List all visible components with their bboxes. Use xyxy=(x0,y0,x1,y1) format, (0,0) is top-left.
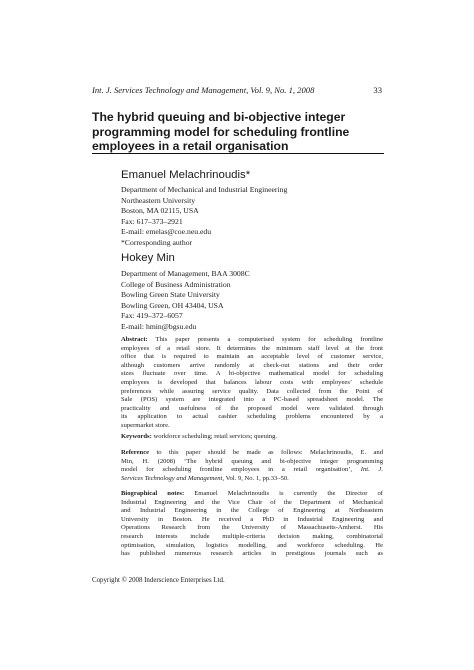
abstract-line: employees of a retail store. It determines the minimum staff level at the front xyxy=(121,344,383,352)
bio-line: Operations Research from the University of Massachusetts-Amherst. His xyxy=(121,524,383,532)
reference-line: Reference to this paper should be made as follows: Melachrinoudis, E. and xyxy=(121,449,383,456)
page-number: 33 xyxy=(373,85,382,95)
affiliation-line: Boston, MA 02115, USA xyxy=(121,206,199,216)
bio-line: has published numerous research articles in prestigious journals such as xyxy=(121,550,383,558)
email-line: E-mail: hmin@bgsu.edu xyxy=(121,321,197,331)
affiliation-line: College of Business Administration xyxy=(121,279,231,289)
paper-title xyxy=(92,110,384,154)
bio-line: optimisation, simulation, logistics modelling, and workforce scheduling. He xyxy=(121,541,383,549)
abstract-line: practicality and usefulness of the proposed model were validated through xyxy=(121,404,383,412)
abstract-line: supermarket store. xyxy=(121,421,170,429)
bio-line: research interests include multiple-criteria decision making, combinatorial xyxy=(121,532,383,540)
abstract-label: Abstract: xyxy=(121,336,148,343)
reference-line: model for scheduling frontline employees in a retail organisation’, Int. J. xyxy=(121,466,383,474)
abstract-line: sizes fluctuate over time. A bi-objective mathematical model for scheduling xyxy=(121,370,383,378)
affiliation-line: Bowling Green, OH 43404, USA xyxy=(121,300,224,310)
author-name: Emanuel Melachrinoudis* xyxy=(121,169,251,181)
keywords-line: Keywords: workforce scheduling; retail services; queuing. xyxy=(121,433,278,440)
corresponding-author-note: *Corresponding author xyxy=(121,237,193,247)
bio-line: Industrial Engineering and the Vice Chair of the Department of Mechanical xyxy=(121,498,383,506)
affiliation-line: Department of Mechanical and Industrial Engineering xyxy=(121,185,288,194)
reference-line: Services Technology and Management, Vol. 9, No. 1, pp.33–50. xyxy=(121,474,289,482)
title-line: programming model for scheduling frontline xyxy=(92,124,350,139)
bio-line: University in Boston. He received a PhD in Industrial Engineering and xyxy=(121,515,383,523)
affiliation-line: Department of Management, BAA 3008C xyxy=(121,269,250,278)
abstract-line: Abstract: This paper presents a computerised system for scheduling frontline xyxy=(121,336,384,343)
abstract-line: its application to actual cashier scheduling problems encountered by a xyxy=(121,413,383,421)
abstract xyxy=(121,336,383,431)
running-head: Int. J. Services Technology and Management, Vol. 9, No. 1, 2008 xyxy=(92,85,315,95)
bio-label: Biographical notes: xyxy=(121,490,185,497)
abstract-line: although customers arrive randomly at check-out stations and their order xyxy=(121,361,383,369)
abstract-line: employees is developed that balances labour costs with employees’ schedule xyxy=(121,378,383,386)
keywords-label: Keywords: xyxy=(121,433,152,440)
author-affiliation xyxy=(121,185,381,249)
title-divider xyxy=(92,153,384,154)
keywords xyxy=(121,433,383,442)
affiliation-line: Fax: 419–372–6057 xyxy=(121,311,183,321)
affiliation-line: Northeastern University xyxy=(121,195,196,205)
email-line: E-mail: emelas@coe.neu.edu xyxy=(121,227,212,237)
author-affiliation xyxy=(121,269,381,333)
bio-line: and Industrial Engineering in the College of Engineering at Northeastern xyxy=(121,507,383,515)
abstract-line: office that is required to maintain an acceptable level of customer service, xyxy=(121,353,383,361)
biographical-notes xyxy=(121,490,383,559)
reference-label: Reference xyxy=(121,449,150,456)
abstract-line: Sale (POS) system are integrated into a PC-based spreadsheet model. The xyxy=(121,396,383,404)
title-line: The hybrid queuing and bi-objective integer xyxy=(92,110,346,124)
reference-line: Min, H. (2008) ‘The hybrid queuing and bi-objective integer programming xyxy=(121,457,383,465)
abstract-line: preferences while assuring service quality. Data collected from the Point of xyxy=(121,387,383,395)
title-line: employees in a retail organisation xyxy=(92,139,289,154)
bio-line: Biographical notes: Emanuel Melachrinoudis is currently the Director of xyxy=(121,490,383,497)
copyright-footer: Copyright © 2008 Inderscience Enterprises Ltd. xyxy=(92,577,225,584)
reference xyxy=(121,449,383,483)
affiliation-line: Bowling Green State University xyxy=(121,290,220,300)
affiliation-line: Fax: 617–373–2921 xyxy=(121,216,183,226)
author-name: Hokey Min xyxy=(121,252,175,264)
